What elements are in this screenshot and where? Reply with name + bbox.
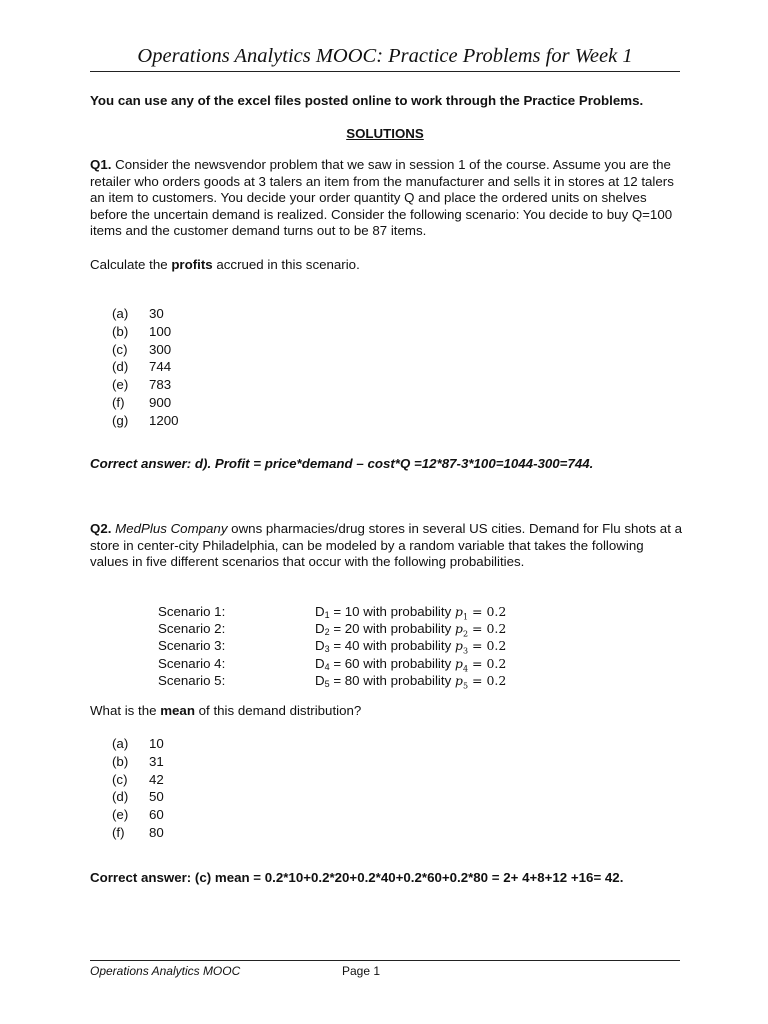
scenario-name: Scenario 2: [158, 621, 226, 637]
demand-sub: 1 [324, 610, 330, 620]
option-value: 783 [149, 377, 172, 393]
scenario-list [158, 603, 506, 689]
scenario-desc [315, 603, 506, 620]
prob-value: = 0.2 [468, 604, 507, 619]
option-item [112, 305, 179, 323]
prob-value: = 0.2 [468, 621, 507, 637]
option-item [112, 806, 164, 824]
option-item [112, 394, 179, 412]
page-title: Operations Analytics MOOC: Practice Problems for Week 1 [90, 45, 680, 72]
demand-value: = 60 with probability [329, 655, 455, 671]
prob-sub: 2 [462, 629, 469, 639]
probability-math [454, 672, 507, 691]
demand-symbol: D [315, 638, 325, 654]
prob-sub: 3 [462, 646, 469, 656]
option-value: 744 [149, 359, 172, 375]
solutions-heading: SOLUTIONS [346, 126, 424, 141]
q1-prompt-bold: profits [171, 257, 213, 272]
q1-options [112, 305, 179, 430]
prob-value: = 0.2 [468, 672, 507, 688]
scenario-name: Scenario 4: [158, 655, 226, 671]
option-item [112, 771, 164, 789]
option-item [112, 412, 179, 430]
q2-answer: Correct answer: (c) mean = 0.2*10+0.2*20+0.2*40+0.2*60+0.2*80 = 2+ 4+8+12 +16= 42. [90, 870, 624, 885]
scenario-row [158, 620, 506, 637]
scenario-name: Scenario 1: [158, 604, 226, 619]
probability-math [454, 604, 507, 622]
prob-sub: 4 [462, 664, 469, 674]
option-value: 50 [149, 789, 164, 805]
option-label: (d) [112, 359, 129, 375]
probability-math [454, 655, 507, 674]
q1-prompt [90, 257, 360, 274]
option-value: 1200 [149, 412, 179, 428]
option-value: 42 [149, 771, 164, 787]
option-value: 80 [149, 824, 164, 840]
demand-value: = 20 with probability [329, 621, 455, 637]
q2-label: Q2. [90, 521, 112, 536]
q1-text: Consider the newsvendor problem that we saw in session 1 of the course. Assume you are the retailer who orders goods at 3 talers an item from the manufacturer and sells it in stores at 12 talers an item to customers. You decide your order quantity Q and place the ordered units on shelves before the uncertain demand is realized. Consider the following scenario: You decide to buy Q=100 items and the customer demand turns out to be 87 items. [90, 157, 674, 238]
option-item [112, 323, 179, 341]
option-label: (d) [112, 789, 129, 805]
q1-prompt-after: accrued in this scenario. [212, 257, 360, 272]
option-label: (e) [112, 377, 129, 393]
q1-label: Q1. [90, 157, 112, 172]
scenario-row [158, 655, 506, 672]
option-label: (f) [112, 824, 125, 840]
scenario-desc [315, 672, 506, 689]
q1-paragraph [90, 157, 685, 240]
intro-text: You can use any of the excel files posted online to work through the Practice Problems. [90, 93, 644, 108]
option-value: 100 [149, 323, 172, 339]
demand-value: = 80 with probability [329, 672, 455, 688]
option-label: (b) [112, 753, 129, 769]
demand-sub: 2 [324, 627, 330, 638]
demand-value: = 40 with probability [329, 638, 455, 654]
q2-text: owns pharmacies/drug stores in several US cities. Demand for Flu shots at a store in center-city Philadelphia, can be modeled by a random variable that takes the following values in five different scenarios that occur with the following probabilities. [90, 521, 682, 569]
option-item [112, 376, 179, 394]
option-label: (f) [112, 394, 125, 410]
option-value: 10 [149, 736, 164, 751]
option-label: (b) [112, 323, 129, 339]
option-value: 900 [149, 394, 172, 410]
prob-symbol: p [454, 638, 463, 654]
q2-prompt-before: What is the [90, 703, 161, 718]
option-label: (a) [112, 736, 129, 751]
demand-symbol: D [315, 621, 325, 637]
prob-value: = 0.2 [468, 655, 507, 671]
scenario-name: Scenario 5: [158, 672, 226, 688]
demand-value: = 10 with probability [329, 604, 455, 619]
scenario-row [158, 603, 506, 620]
q2-options [112, 735, 164, 842]
scenario-desc [315, 637, 506, 654]
option-item [112, 735, 164, 753]
prob-value: = 0.2 [468, 638, 507, 654]
option-value: 300 [149, 341, 172, 357]
option-label: (c) [112, 341, 128, 357]
scenario-desc [315, 620, 506, 637]
demand-symbol: D [315, 604, 325, 619]
prob-symbol: p [454, 604, 463, 619]
q2-prompt-after: of this demand distribution? [194, 703, 362, 718]
option-item [112, 753, 164, 771]
q1-answer: Correct answer: d). Profit = price*demand – cost*Q =12*87-3*100=1044-300=744. [90, 456, 594, 471]
option-value: 30 [149, 306, 164, 321]
option-item [112, 358, 179, 376]
q2-company: MedPlus Company [115, 521, 228, 536]
prob-sub: 5 [462, 681, 469, 691]
prob-symbol: p [454, 672, 463, 688]
option-label: (e) [112, 807, 129, 823]
option-item [112, 341, 179, 359]
scenario-name: Scenario 3: [158, 638, 226, 654]
demand-symbol: D [315, 672, 325, 688]
q2-prompt-bold: mean [160, 703, 195, 718]
q2-prompt [90, 703, 361, 720]
option-label: (g) [112, 412, 129, 428]
footer-course-name: Operations Analytics MOOC [90, 964, 241, 978]
demand-sub: 3 [324, 644, 330, 655]
prob-symbol: p [454, 655, 463, 671]
demand-symbol: D [315, 655, 325, 671]
prob-sub: 1 [462, 612, 469, 622]
page-footer [90, 960, 680, 983]
demand-sub: 4 [324, 661, 330, 672]
page-number: Page 1 [342, 964, 381, 978]
option-item [112, 788, 164, 806]
demand-sub: 5 [324, 678, 330, 689]
q2-paragraph [90, 521, 685, 571]
option-item [112, 824, 164, 842]
scenario-row [158, 672, 506, 689]
option-value: 31 [149, 753, 164, 769]
option-label: (a) [112, 306, 129, 321]
prob-symbol: p [454, 621, 463, 637]
probability-math [454, 621, 507, 639]
q1-prompt-before: Calculate the [90, 257, 172, 272]
option-label: (c) [112, 771, 128, 787]
scenario-row [158, 637, 506, 654]
probability-math [454, 638, 507, 656]
scenario-desc [315, 655, 506, 672]
option-value: 60 [149, 807, 164, 823]
